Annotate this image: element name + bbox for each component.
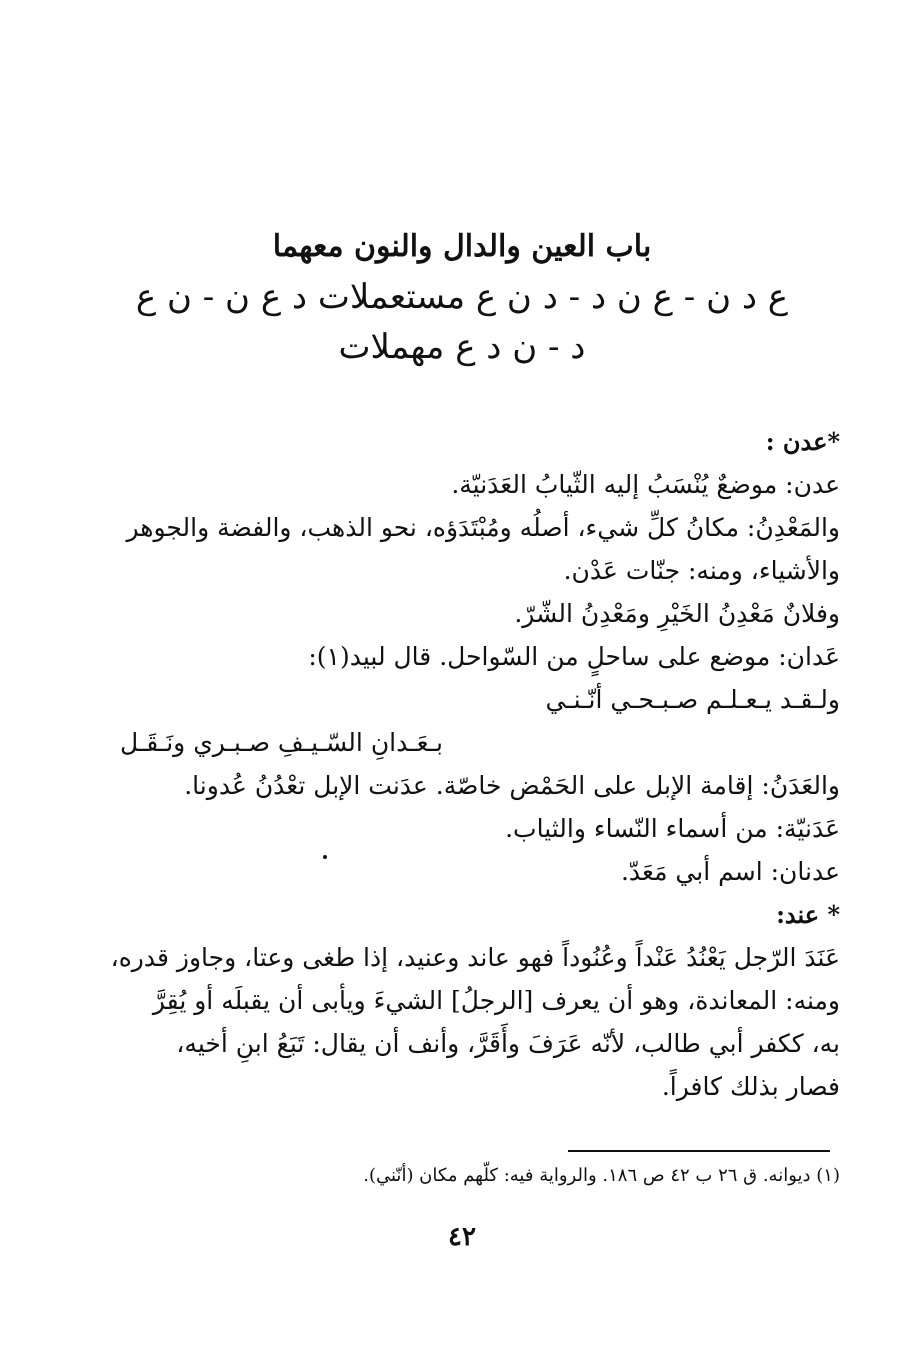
text-line: والأشياء، ومنه: جنّات عَدْن. <box>563 556 840 585</box>
page-body <box>110 420 840 1108</box>
text-line: والعَدَنُ: إقامة الإبل على الحَمْض خاصّة. عدَنت الإبل تعْدُنُ عُدونا. <box>184 771 840 800</box>
text-line: والمَعْدِنُ: مكانُ كلِّ شيء، أصلُه ومُبْتَدَؤه، نحو الذهب، والفضة والجوهر <box>126 513 840 542</box>
page-number: ٤٢ <box>448 1222 476 1252</box>
text-line: عَدَنيّة: من أسماء النّساء والثياب. <box>505 814 840 843</box>
chapter-title <box>120 222 804 372</box>
footnote: (١) ديوانه. ق ٢٦ ب ٤٢ ص ١٨٦. والرواية فيه: كلّهم مكان (أنّني). <box>363 1165 840 1186</box>
text-line: فصار بذلك كافراً. <box>661 1072 840 1101</box>
chapter-title-line-1: باب العين والدال والنون معهما <box>272 229 652 264</box>
chapter-title-line-2: ع د ن - ع ن د - د ن ع مستعملات د ع ن - ن ع <box>135 277 789 317</box>
entry-heading-anad: * عند: <box>776 900 840 929</box>
entry-heading-adan: *عدن : <box>765 427 840 456</box>
text-line: وفلانٌ مَعْدِنُ الخَيْرِ ومَعْدِنُ الشّرّ. <box>514 599 840 628</box>
footnote-separator <box>568 1150 830 1152</box>
ink-speck <box>323 855 327 859</box>
verse-hemistich-1: ولـقـد يـعـلـم صـبـحـي أنّـنـي <box>545 685 840 714</box>
text-line: عدن: موضعٌ يُنْسَبُ إليه الثّيابُ العَدَنيّة. <box>451 470 840 499</box>
chapter-title-line-3: د - ن د ع مهملات <box>338 327 586 367</box>
text-line: به، ككفر أبي طالب، لأنّه عَرَفَ وأَقَرَّ، وأنف أن يقال: تَبَعُ ابنِ أخيه، <box>176 1029 840 1058</box>
verse-hemistich-2: بـعَـدانِ السّـيـفِ صـبـري ونَـقَـل <box>120 728 443 757</box>
text-line: ومنه: المعاندة، وهو أن يعرف [الرجلُ] الشيءَ ويأبى أن يقبلَه أو يُقِرَّ <box>152 986 840 1015</box>
text-line: عَدان: موضع على ساحلٍ من السّواحل. قال لبيد(١): <box>308 642 840 671</box>
text-line: عدنان: اسم أبي مَعَدّ. <box>620 857 840 886</box>
text-line: عَنَدَ الرّجل يَعْنُدُ عَنْداً وعُنُوداً فهو عاند وعنيد، إذا طغى وعتا، وجاوز قدره، <box>110 943 840 972</box>
